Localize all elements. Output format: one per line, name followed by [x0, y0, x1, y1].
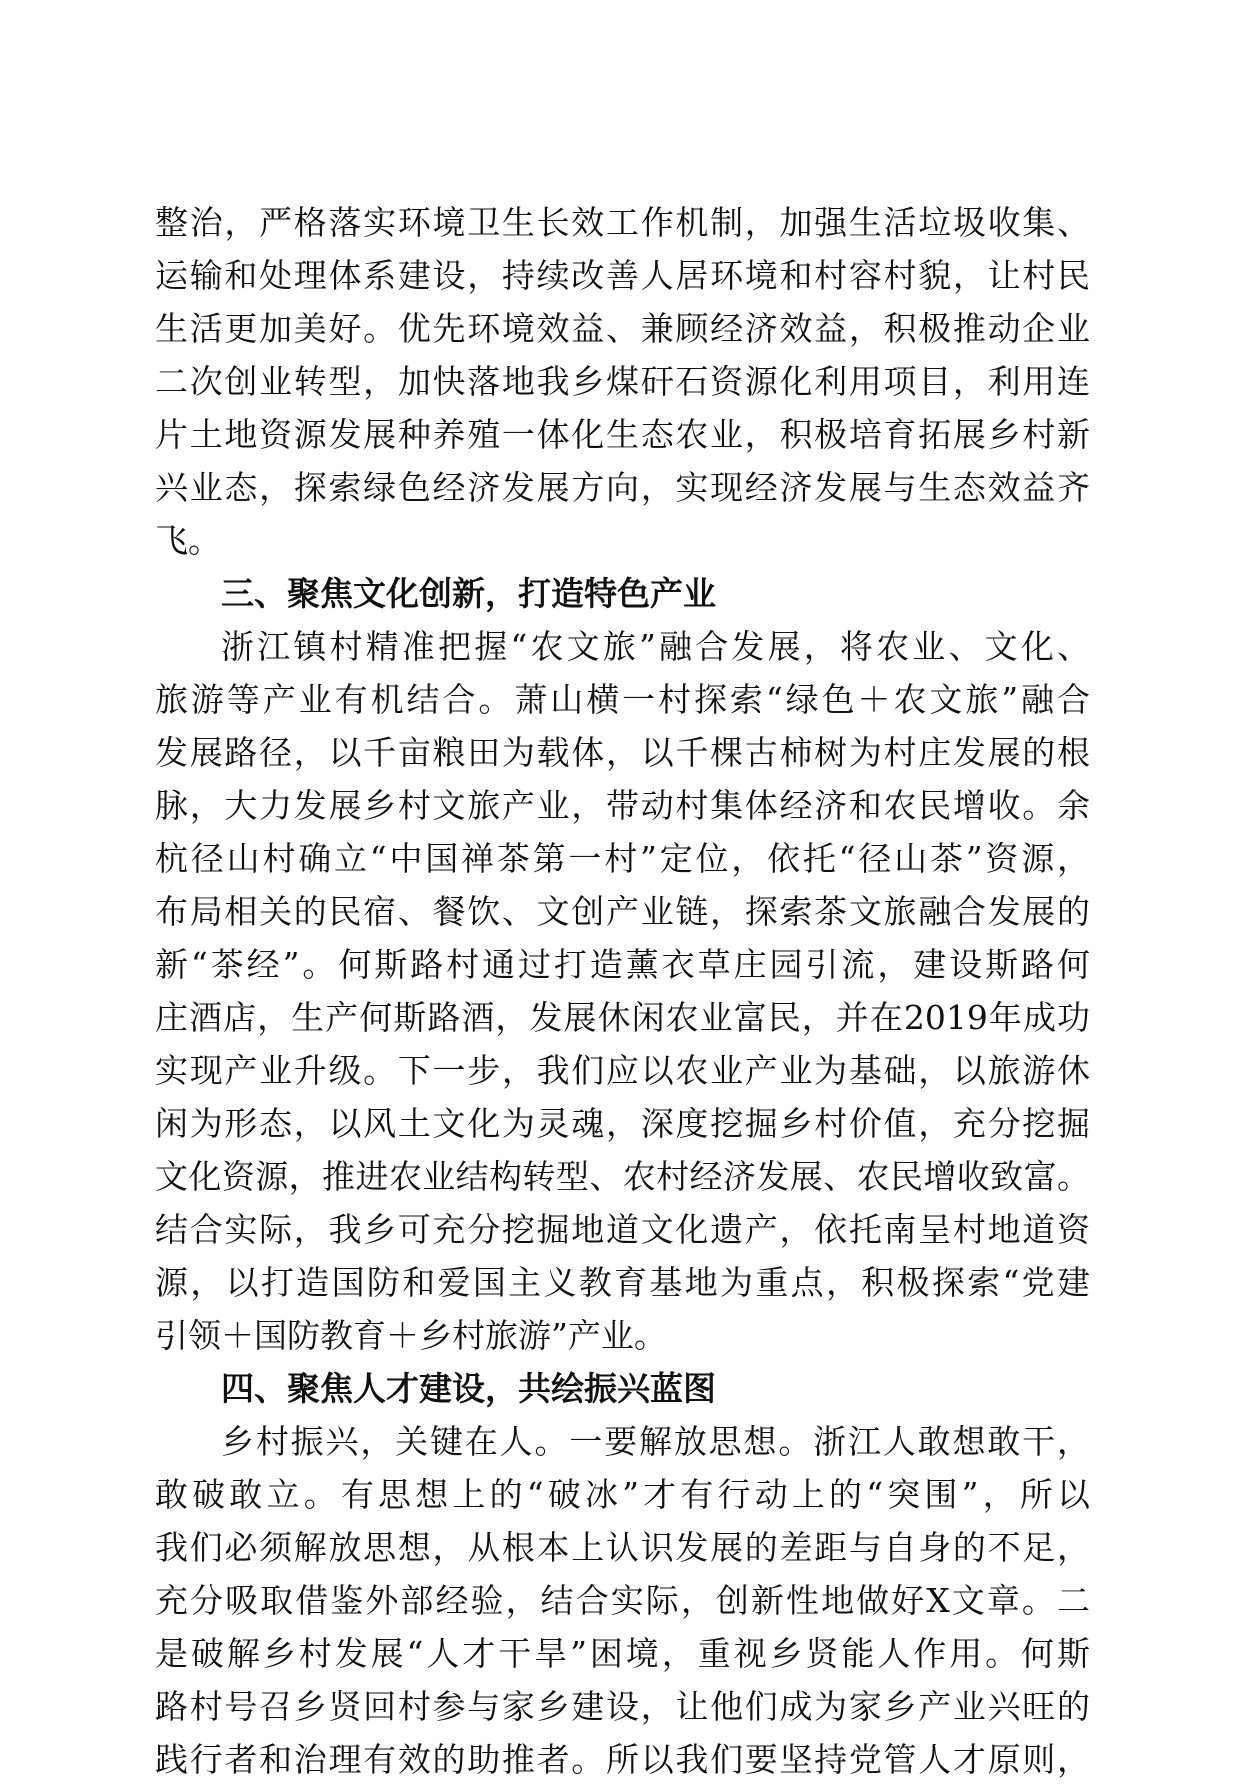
text-line: 发展路径，以千亩粮田为载体，以千棵古柿树为村庄发展的根 [155, 733, 1090, 772]
text-line: 布局相关的民宿、餐饮、文创产业链，探索茶文旅融合发展的 [155, 892, 1090, 931]
document-page [155, 196, 1090, 1786]
text-line: 脉，大力发展乡村文旅产业，带动村集体经济和农民增收。余 [155, 786, 1090, 825]
text-line: 飞。 [155, 521, 221, 560]
text-line: 践行者和治理有效的助推者。所以我们要坚持党管人才原则， [155, 1740, 1090, 1779]
section-heading-talent: 四、聚焦人才建设，共绘振兴蓝图 [221, 1369, 716, 1408]
text-line: 我们必须解放思想，从根本上认识发展的差距与自身的不足， [155, 1528, 1090, 1567]
text-line: 敢破敢立。有思想上的“破冰”才有行动上的“突围”，所以 [155, 1475, 1090, 1514]
text-line: 引领＋国防教育＋乡村旅游”产业。 [155, 1316, 667, 1355]
paragraph-environment [155, 196, 1090, 567]
text-line: 新“茶经”。何斯路村通过打造薰衣草庄园引流，建设斯路何 [155, 945, 1090, 984]
text-line: 路村号召乡贤回村参与家乡建设，让他们成为家乡产业兴旺的 [155, 1687, 1090, 1726]
text-line: 乡村振兴，关键在人。一要解放思想。浙江人敢想敢干， [221, 1422, 1090, 1461]
text-line: 文化资源，推进农业结构转型、农村经济发展、农民增收致富。 [155, 1157, 1090, 1196]
text-line: 杭径山村确立“中国禅茶第一村”定位，依托“径山茶”资源， [155, 839, 1090, 878]
text-line: 充分吸取借鉴外部经验，结合实际，创新性地做好X文章。二 [155, 1581, 1090, 1620]
text-line: 旅游等产业有机结合。萧山横一村探索“绿色＋农文旅”融合 [155, 680, 1090, 719]
text-line: 源，以打造国防和爱国主义教育基地为重点，积极探索“党建 [155, 1263, 1090, 1302]
text-line: 结合实际，我乡可充分挖掘地道文化遗产，依托南呈村地道资 [155, 1210, 1090, 1249]
text-line: 运输和处理体系建设，持续改善人居环境和村容村貌，让村民 [155, 256, 1090, 295]
text-line: 庄酒店，生产何斯路酒，发展休闲农业富民，并在2019年成功 [155, 998, 1090, 1037]
paragraph-talent [155, 1415, 1090, 1786]
paragraph-culture [155, 620, 1090, 1362]
text-line: 实现产业升级。下一步，我们应以农业产业为基础，以旅游休 [155, 1051, 1090, 1090]
text-line: 生活更加美好。优先环境效益、兼顾经济效益，积极推动企业 [155, 309, 1090, 348]
text-line: 片土地资源发展种养殖一体化生态农业，积极培育拓展乡村新 [155, 415, 1090, 454]
text-line: 整治，严格落实环境卫生长效工作机制，加强生活垃圾收集、 [155, 203, 1090, 242]
text-line: 闲为形态，以风土文化为灵魂，深度挖掘乡村价值，充分挖掘 [155, 1104, 1090, 1143]
text-line: 二次创业转型，加快落地我乡煤矸石资源化利用项目，利用连 [155, 362, 1090, 401]
text-line: 兴业态，探索绿色经济发展方向，实现经济发展与生态效益齐 [155, 468, 1090, 507]
section-heading-culture: 三、聚焦文化创新，打造特色产业 [221, 574, 716, 613]
text-line: 是破解乡村发展“人才干旱”困境，重视乡贤能人作用。何斯 [155, 1634, 1090, 1673]
text-line: 浙江镇村精准把握“农文旅”融合发展，将农业、文化、 [221, 627, 1090, 666]
